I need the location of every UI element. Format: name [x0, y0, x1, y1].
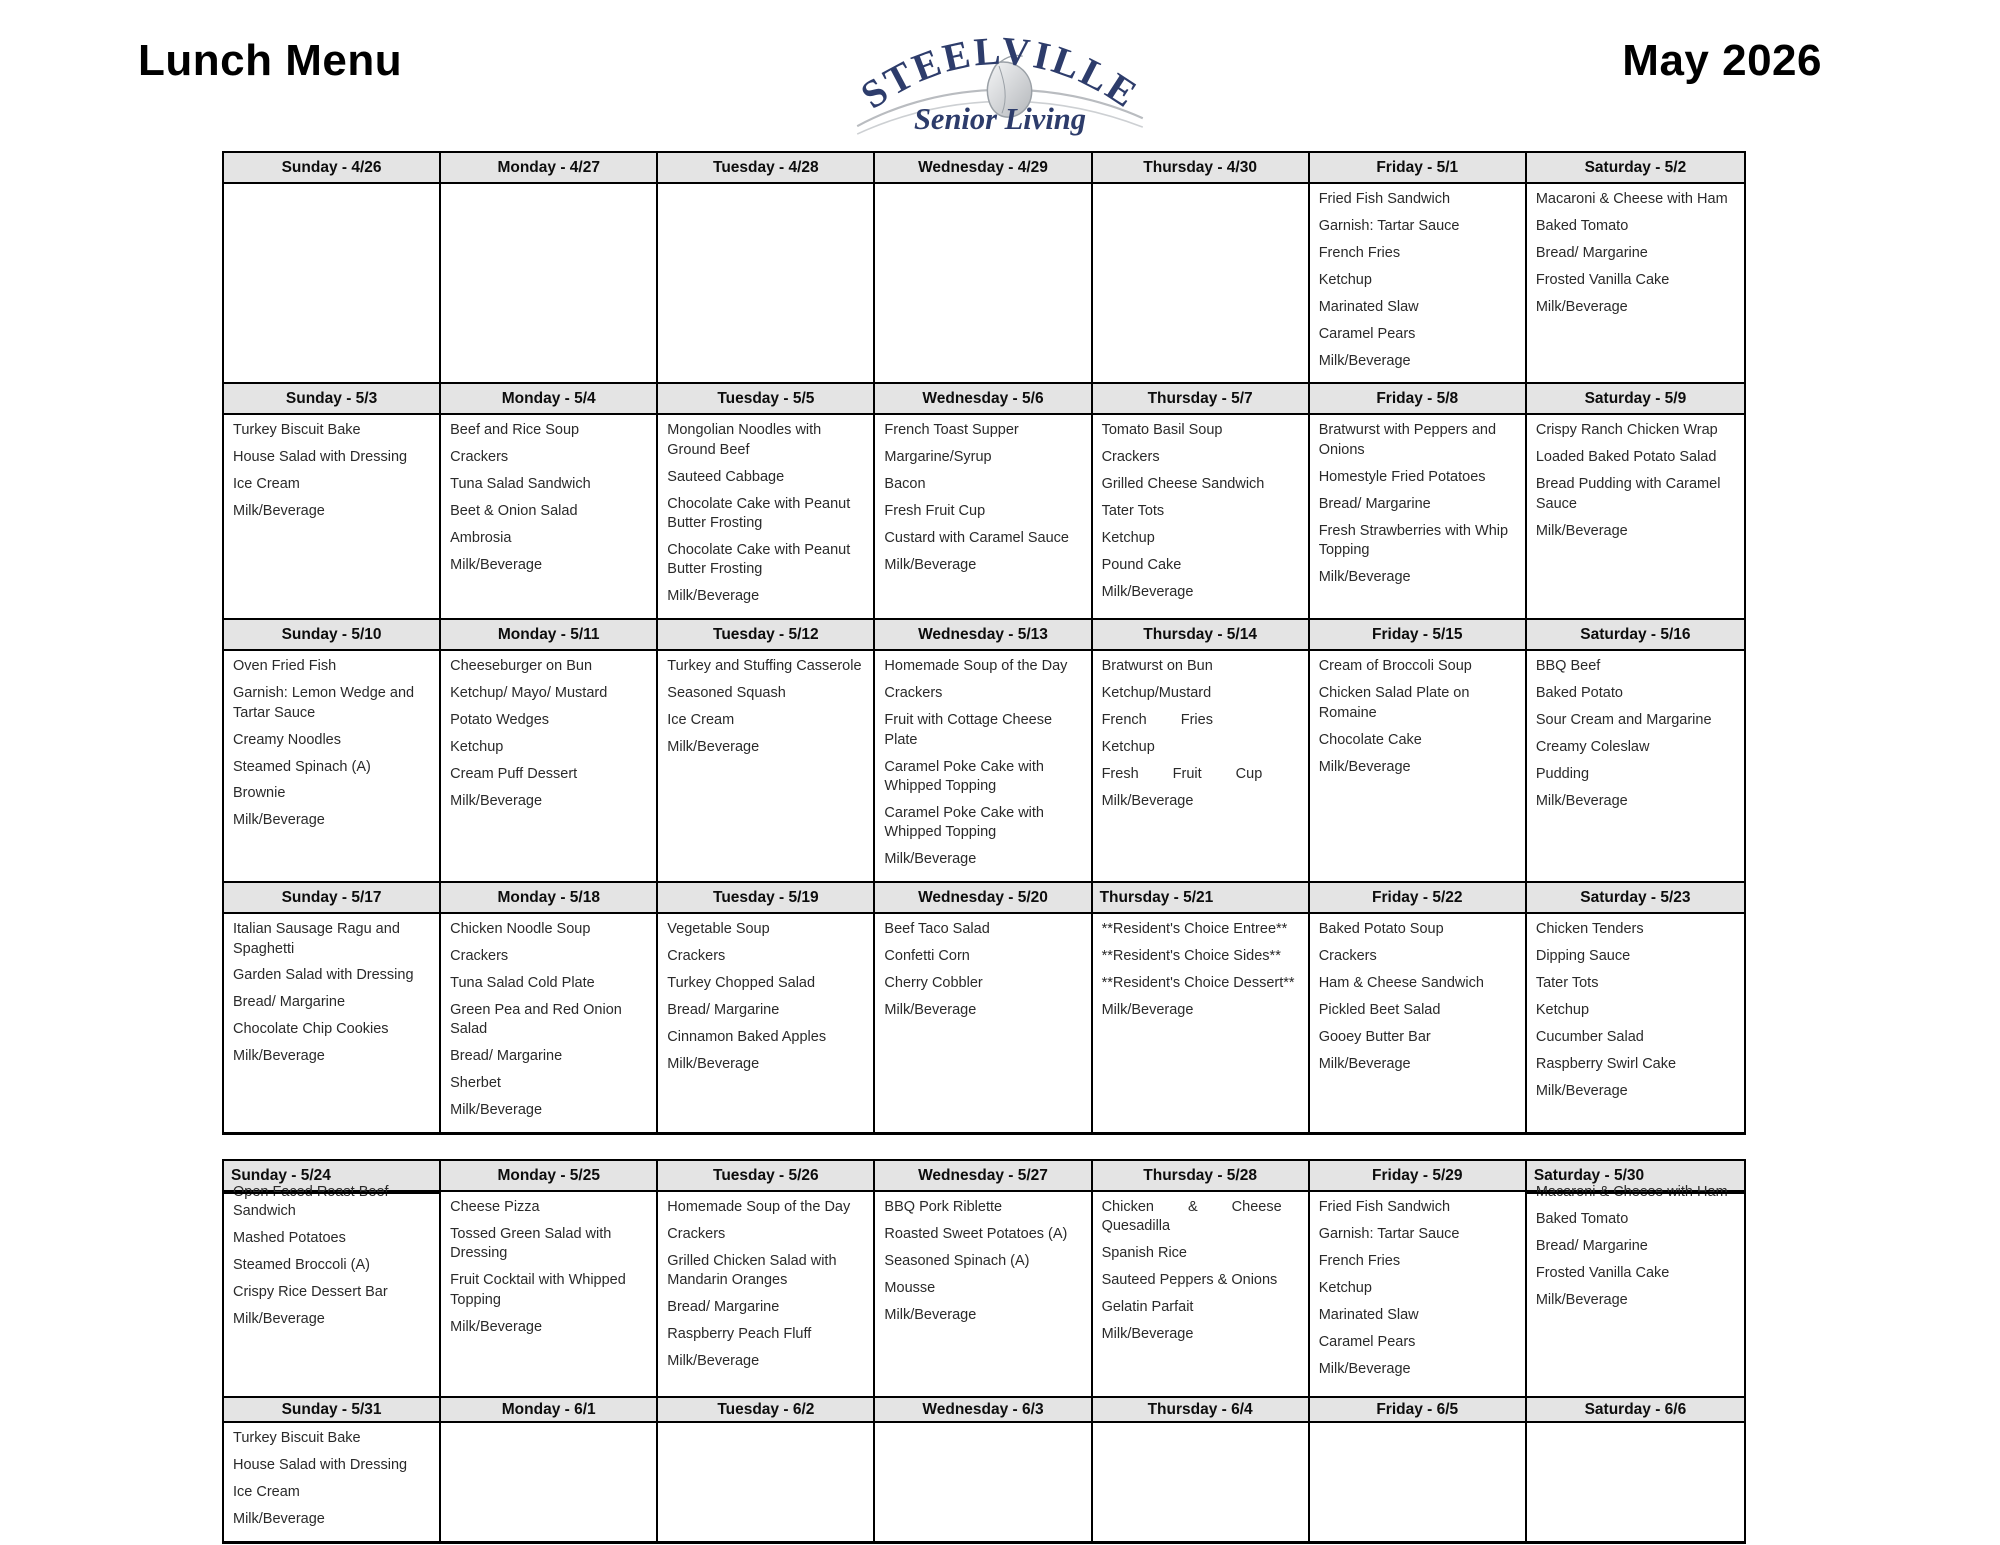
- menu-item: Milk/Beverage: [450, 1318, 543, 1335]
- day-header-label: Wednesday - 5/13: [918, 625, 1048, 643]
- day-cell: [1527, 651, 1744, 881]
- day-header-label: Friday - 5/15: [1372, 625, 1463, 643]
- menu-item: Open Faced Roast Beef Sandwich: [233, 1184, 389, 1220]
- menu-item: Caramel Poke Cake with Whipped Topping: [884, 758, 1044, 794]
- menu-item: Chicken Salad Plate on Romaine: [1318, 685, 1470, 721]
- day-header-label: Friday - 5/29: [1372, 1166, 1463, 1184]
- menu-item: Fresh Fruit Cup: [884, 503, 986, 520]
- menu-item: Garden Salad with Dressing: [233, 967, 414, 984]
- menu-item: Pudding: [1535, 766, 1590, 783]
- day-header-label: Thursday - 5/28: [1143, 1166, 1257, 1184]
- menu-item: Turkey Biscuit Bake: [233, 422, 361, 439]
- menu-item: Milk/Beverage: [233, 1311, 325, 1328]
- menu-item: Mongolian Noodles with Ground Beef: [667, 422, 822, 458]
- day-header: [658, 1159, 875, 1192]
- menu-item: Brownie: [233, 785, 286, 802]
- steelville-logo: [849, 6, 1151, 136]
- day-cell: [224, 651, 441, 881]
- day-cell: [1310, 651, 1527, 881]
- menu-item: Margarine/Syrup: [884, 449, 992, 466]
- menu-item: BBQ Beef: [1535, 658, 1601, 675]
- menu-item: Beef Taco Salad: [884, 921, 990, 938]
- day-header-label: Sunday - 5/31: [281, 1400, 382, 1418]
- menu-item: Cream Puff Dessert: [450, 766, 578, 783]
- day-header-label: Sunday - 5/24: [231, 1166, 331, 1184]
- menu-item: Chocolate Cake: [1318, 731, 1422, 748]
- menu-item: Chocolate Chip Cookies: [233, 1021, 389, 1038]
- day-header-label: Thursday - 4/30: [1143, 158, 1257, 176]
- menu-item: BBQ Pork Riblette: [884, 1199, 1003, 1215]
- menu-item: Milk/Beverage: [1318, 1360, 1411, 1377]
- menu-item: Crackers: [667, 1225, 726, 1242]
- day-header-label: Monday - 5/4: [501, 389, 596, 407]
- day-cell: [1093, 1192, 1310, 1396]
- menu-item: Baked Potato Soup: [1318, 921, 1444, 938]
- day-header-label: Thursday - 6/4: [1147, 1400, 1253, 1418]
- menu-item: Marinated Slaw: [1318, 298, 1419, 315]
- menu-item: Bread/ Margarine: [667, 1299, 780, 1316]
- day-header-label: Wednesday - 5/27: [918, 1166, 1048, 1184]
- menu-item: Milk/Beverage: [1101, 583, 1194, 600]
- day-header-label: Monday - 5/25: [497, 1166, 600, 1184]
- menu-item: Macaroni & Cheese with Ham: [1535, 1184, 1728, 1200]
- menu-item: Crackers: [450, 449, 509, 466]
- day-header-label: Sunday - 5/17: [281, 888, 382, 906]
- menu-item: Potato Wedges: [450, 712, 550, 729]
- menu-item: Ice Cream: [233, 1483, 300, 1500]
- menu-item: Steamed Broccoli (A): [233, 1257, 370, 1274]
- menu-item: Creamy Coleslaw: [1535, 739, 1650, 756]
- day-cell: [875, 914, 1092, 1132]
- menu-item: Garnish: Tartar Sauce: [1318, 1225, 1460, 1242]
- logo-name: STEELVILLE: [853, 28, 1147, 118]
- menu-item: Ambrosia: [450, 530, 512, 547]
- menu-item: Milk/Beverage: [233, 1510, 325, 1527]
- day-header-label: Friday - 5/1: [1376, 158, 1459, 176]
- day-header: [658, 1396, 875, 1423]
- menu-item: Pound Cake: [1101, 557, 1182, 574]
- day-header-label: Sunday - 4/26: [281, 158, 382, 176]
- menu-item: Macaroni & Cheese with Ham: [1535, 191, 1728, 207]
- menu-item: Bread/ Margarine: [1535, 244, 1648, 261]
- menu-item: Pickled Beet Salad: [1318, 1001, 1441, 1018]
- day-header: [658, 382, 875, 415]
- menu-item: Ham & Cheese Sandwich: [1318, 974, 1484, 991]
- menu-item: House Salad with Dressing: [233, 449, 408, 466]
- menu-item: Milk/Beverage: [1535, 522, 1628, 539]
- menu-item: Bread/ Margarine: [1318, 495, 1431, 512]
- menu-item: Seasoned Squash: [667, 685, 786, 702]
- menu-item: Milk/Beverage: [667, 739, 760, 756]
- day-cell: [1093, 651, 1310, 881]
- day-header-label: Saturday - 5/16: [1580, 625, 1691, 643]
- day-header: [441, 382, 658, 415]
- day-cell: [1527, 914, 1744, 1132]
- menu-item: Vegetable Soup: [667, 921, 770, 938]
- menu-item: Crispy Rice Dessert Bar: [233, 1284, 388, 1301]
- menu-item: Bratwurst on Bun: [1101, 658, 1213, 675]
- menu-item: Tomato Basil Soup: [1101, 422, 1223, 439]
- day-header: [224, 382, 441, 415]
- logo-tagline: Senior Living: [913, 102, 1087, 136]
- day-header-label: Saturday - 5/30: [1533, 1166, 1645, 1184]
- menu-item: Tuna Salad Cold Plate: [450, 974, 595, 991]
- day-header: [1093, 382, 1310, 415]
- day-cell: [441, 415, 658, 618]
- menu-item: Tater Tots: [1535, 974, 1599, 991]
- menu-item: Milk/Beverage: [1535, 1291, 1628, 1308]
- menu-item: Milk/Beverage: [884, 1306, 977, 1323]
- menu-item: French Fries: [1318, 244, 1401, 261]
- day-header-label: Sunday - 5/3: [285, 389, 378, 407]
- menu-item: Creamy Noodles: [233, 731, 341, 748]
- menu-item: Milk/Beverage: [667, 588, 760, 605]
- menu-item: Seasoned Spinach (A): [884, 1252, 1030, 1269]
- day-header-label: Monday - 5/11: [497, 625, 600, 643]
- day-header: [875, 1159, 1092, 1192]
- day-cell: [1093, 1423, 1310, 1541]
- day-header: [1310, 618, 1527, 651]
- day-header-label: Thursday - 5/21: [1099, 888, 1214, 906]
- menu-item: Caramel Poke Cake with Whipped Topping: [884, 804, 1044, 841]
- menu-item: Bread/ Margarine: [233, 994, 346, 1011]
- menu-item: Baked Tomato: [1535, 217, 1629, 234]
- menu-item: Milk/Beverage: [1101, 792, 1194, 809]
- day-cell: [441, 914, 658, 1132]
- menu-item: Frosted Vanilla Cake: [1535, 1264, 1670, 1281]
- day-cell: [658, 914, 875, 1132]
- menu-item: Cinnamon Baked Apples: [667, 1028, 827, 1045]
- day-header: [1093, 881, 1310, 914]
- day-cell: [224, 1423, 441, 1541]
- day-cell: [658, 1423, 875, 1541]
- day-header-label: Wednesday - 5/20: [918, 888, 1048, 906]
- day-header: [224, 881, 441, 914]
- day-cell: [1310, 914, 1527, 1132]
- day-header: [875, 1396, 1092, 1423]
- menu-item: Dipping Sauce: [1535, 948, 1631, 965]
- day-header: [224, 1396, 441, 1423]
- day-header: [1093, 1396, 1310, 1423]
- day-header-label: Monday - 5/18: [497, 888, 600, 906]
- day-header: [1527, 881, 1744, 914]
- day-cell: [1310, 415, 1527, 618]
- menu-item: Milk/Beverage: [450, 792, 543, 809]
- menu-calendar: [222, 151, 1746, 1544]
- day-header-label: Saturday - 6/6: [1584, 1400, 1687, 1418]
- menu-item: Cucumber Salad: [1535, 1028, 1644, 1045]
- menu-item: Caramel Pears: [1318, 1333, 1416, 1350]
- day-header-label: Monday - 6/1: [501, 1400, 596, 1418]
- day-header: [441, 1396, 658, 1423]
- day-cell: [441, 184, 658, 382]
- menu-item: Milk/Beverage: [884, 851, 977, 868]
- menu-item: French Fries: [1101, 712, 1213, 729]
- menu-item: Milk/Beverage: [233, 1048, 325, 1065]
- day-header-label: Saturday - 5/23: [1580, 888, 1691, 906]
- day-header: [1527, 1396, 1744, 1423]
- day-cell: [658, 184, 875, 382]
- page-title: Lunch Menu: [138, 36, 403, 85]
- day-cell: [1093, 914, 1310, 1132]
- menu-item: Gooey Butter Bar: [1318, 1028, 1431, 1045]
- day-cell: [224, 184, 441, 382]
- day-header-label: Sunday - 5/10: [281, 625, 382, 643]
- day-header: [658, 881, 875, 914]
- menu-item: Raspberry Peach Fluff: [667, 1326, 812, 1343]
- day-header-label: Thursday - 5/7: [1147, 389, 1253, 407]
- day-cell: [1527, 1423, 1744, 1541]
- menu-item: Garnish: Tartar Sauce: [1318, 217, 1460, 234]
- day-cell: [658, 651, 875, 881]
- menu-table-2: [222, 1159, 1746, 1544]
- day-header: [658, 151, 875, 184]
- menu-item: Milk/Beverage: [1535, 792, 1628, 809]
- menu-item: Milk/Beverage: [450, 1102, 543, 1119]
- day-header: [224, 618, 441, 651]
- day-header-label: Wednesday - 5/6: [922, 389, 1044, 407]
- menu-item: Ketchup/Mustard: [1101, 685, 1212, 702]
- day-cell: [875, 651, 1092, 881]
- menu-item: Green Pea and Red Onion Salad: [450, 1001, 622, 1038]
- menu-item: Crackers: [450, 948, 509, 965]
- menu-item: Roasted Sweet Potatoes (A): [884, 1225, 1068, 1242]
- day-header: [1310, 382, 1527, 415]
- menu-item: Ketchup: [1318, 271, 1372, 288]
- day-cell: [1527, 1184, 1744, 1396]
- menu-item: Milk/Beverage: [884, 1001, 977, 1018]
- menu-item: Bread/ Margarine: [450, 1048, 563, 1065]
- menu-table-1: [222, 151, 1746, 1135]
- day-header: [1527, 151, 1744, 184]
- menu-item: Crackers: [1101, 449, 1160, 466]
- menu-item: Sherbet: [450, 1075, 501, 1092]
- menu-item: Sauteed Cabbage: [667, 468, 785, 485]
- day-header: [1093, 1159, 1310, 1192]
- menu-item: Fried Fish Sandwich: [1318, 1199, 1451, 1215]
- menu-item: Milk/Beverage: [667, 1055, 760, 1072]
- menu-item: Fresh Strawberries with Whip Topping: [1318, 522, 1509, 559]
- menu-item: Ketchup: [1101, 739, 1155, 756]
- menu-item: Baked Potato: [1535, 685, 1623, 702]
- day-cell: [658, 415, 875, 618]
- menu-item: Caramel Pears: [1318, 325, 1416, 342]
- menu-item: Milk/Beverage: [1101, 1326, 1194, 1343]
- menu-item: Fruit Cocktail with Whipped Topping: [450, 1272, 626, 1308]
- day-header-label: Friday - 5/8: [1376, 389, 1459, 407]
- day-header: [441, 881, 658, 914]
- menu-item: Sauteed Peppers & Onions: [1101, 1272, 1278, 1289]
- menu-item: Ketchup: [1535, 1001, 1590, 1018]
- menu-item: Turkey Chopped Salad: [667, 974, 816, 991]
- menu-item: Chicken Noodle Soup: [450, 921, 591, 938]
- day-cell: [1310, 1192, 1527, 1396]
- day-header-label: Tuesday - 4/28: [713, 158, 819, 176]
- day-cell: [1310, 184, 1527, 382]
- menu-item: Loaded Baked Potato Salad: [1535, 449, 1717, 466]
- menu-item: Oven Fried Fish: [233, 658, 337, 675]
- menu-item: Sour Cream and Margarine: [1535, 712, 1712, 729]
- day-cell: [441, 1423, 658, 1541]
- day-header: [1093, 151, 1310, 184]
- menu-item: Homemade Soup of the Day: [667, 1199, 851, 1215]
- menu-item: French Fries: [1318, 1252, 1401, 1269]
- day-header: [875, 151, 1092, 184]
- menu-item: Cheeseburger on Bun: [450, 658, 593, 675]
- day-header-label: Monday - 4/27: [497, 158, 600, 176]
- menu-item: Turkey and Stuffing Casserole: [667, 658, 862, 675]
- menu-item: Grilled Cheese Sandwich: [1101, 476, 1265, 493]
- day-cell: [224, 914, 441, 1132]
- day-header-label: Friday - 5/22: [1372, 888, 1463, 906]
- menu-item: Mousse: [884, 1279, 936, 1296]
- day-cell: [441, 1192, 658, 1396]
- menu-item: Milk/Beverage: [884, 557, 977, 574]
- menu-item: Milk/Beverage: [1101, 1001, 1194, 1018]
- menu-item: Cream of Broccoli Soup: [1318, 658, 1472, 675]
- menu-item: Spanish Rice: [1101, 1245, 1187, 1262]
- menu-item: Milk/Beverage: [233, 503, 325, 520]
- day-header-label: Tuesday - 6/2: [717, 1400, 815, 1418]
- day-header: [1310, 151, 1527, 184]
- menu-item: Garnish: Lemon Wedge and Tartar Sauce: [233, 685, 415, 721]
- menu-item: Fried Fish Sandwich: [1318, 191, 1451, 207]
- menu-item: **Resident's Choice Sides**: [1101, 948, 1281, 965]
- menu-item: Crispy Ranch Chicken Wrap: [1535, 422, 1718, 439]
- day-header-label: Friday - 6/5: [1376, 1400, 1459, 1418]
- day-cell: [1527, 184, 1744, 382]
- menu-item: Beet & Onion Salad: [450, 503, 578, 520]
- menu-item: Crackers: [884, 685, 943, 702]
- menu-item: Milk/Beverage: [233, 812, 325, 829]
- day-cell: [1527, 415, 1744, 618]
- month-title: May 2026: [1622, 36, 1822, 85]
- day-header: [875, 618, 1092, 651]
- menu-item: Tuna Salad Sandwich: [450, 476, 591, 493]
- menu-item: Chocolate Cake with Peanut Butter Frosting: [667, 495, 851, 532]
- day-header-label: Wednesday - 4/29: [918, 158, 1048, 176]
- day-header: [1527, 618, 1744, 651]
- menu-item: Gelatin Parfait: [1101, 1299, 1194, 1316]
- menu-item: Italian Sausage Ragu and Spaghetti: [233, 921, 400, 957]
- day-header: [1310, 881, 1527, 914]
- menu-item: Bread/ Margarine: [667, 1001, 780, 1018]
- menu-item: Bacon: [884, 476, 926, 493]
- menu-item: Ketchup: [1318, 1279, 1372, 1296]
- menu-item: Milk/Beverage: [1318, 1055, 1411, 1072]
- menu-item: Milk/Beverage: [1535, 1082, 1628, 1099]
- day-header-label: Wednesday - 6/3: [922, 1400, 1044, 1418]
- menu-item: Milk/Beverage: [450, 557, 543, 574]
- menu-item: Ketchup/ Mayo/ Mustard: [450, 685, 608, 702]
- day-header: [1310, 1159, 1527, 1192]
- menu-item: Ice Cream: [667, 712, 735, 729]
- menu-item: Frosted Vanilla Cake: [1535, 271, 1670, 288]
- menu-item: Milk/Beverage: [667, 1353, 760, 1370]
- day-header: [1527, 382, 1744, 415]
- menu-item: Raspberry Swirl Cake: [1535, 1055, 1677, 1072]
- menu-item: Mashed Potatoes: [233, 1230, 346, 1247]
- menu-item: Chicken & Cheese Quesadilla: [1101, 1199, 1282, 1235]
- menu-item: Ice Cream: [233, 476, 300, 493]
- day-header: [658, 618, 875, 651]
- menu-item: Homemade Soup of the Day: [884, 658, 1068, 675]
- menu-item: Marinated Slaw: [1318, 1306, 1419, 1323]
- day-header-label: Tuesday - 5/19: [713, 888, 819, 906]
- day-header: [441, 618, 658, 651]
- menu-item: Milk/Beverage: [1535, 298, 1628, 315]
- day-header: [1093, 618, 1310, 651]
- day-cell: [1093, 184, 1310, 382]
- menu-item: Baked Tomato: [1535, 1210, 1629, 1227]
- menu-item: Crackers: [667, 948, 726, 965]
- menu-item: Turkey Biscuit Bake: [233, 1430, 361, 1446]
- menu-item: Fresh Fruit Cup: [1101, 766, 1263, 783]
- menu-item: **Resident's Choice Entree**: [1101, 921, 1288, 938]
- menu-item: Crackers: [1318, 948, 1377, 965]
- menu-item: Tossed Green Salad with Dressing: [450, 1225, 612, 1262]
- menu-item: Custard with Caramel Sauce: [884, 530, 1069, 547]
- menu-item: Milk/Beverage: [1318, 352, 1411, 369]
- day-header: [875, 881, 1092, 914]
- menu-item: Bratwurst with Peppers and Onions: [1318, 422, 1497, 458]
- menu-item: Milk/Beverage: [1318, 758, 1411, 775]
- day-header: [875, 382, 1092, 415]
- menu-item: Cherry Cobbler: [884, 974, 983, 991]
- day-cell: [875, 1192, 1092, 1396]
- day-header-label: Saturday - 5/2: [1584, 158, 1687, 176]
- day-cell: [875, 415, 1092, 618]
- day-header: [441, 151, 658, 184]
- day-header-label: Tuesday - 5/5: [717, 389, 815, 407]
- menu-item: Homestyle Fried Potatoes: [1318, 468, 1486, 485]
- day-cell: [224, 1184, 441, 1396]
- menu-item: Fruit with Cottage Cheese Plate: [884, 712, 1053, 748]
- menu-item: Milk/Beverage: [1318, 568, 1411, 585]
- menu-item: House Salad with Dressing: [233, 1456, 408, 1473]
- day-header: [1310, 1396, 1527, 1423]
- day-cell: [875, 184, 1092, 382]
- day-header-label: Tuesday - 5/26: [713, 1166, 819, 1184]
- menu-item: Grilled Chicken Salad with Mandarin Oranges: [667, 1252, 837, 1289]
- menu-item: **Resident's Choice Dessert**: [1101, 974, 1295, 991]
- menu-item: Chicken Tenders: [1535, 921, 1644, 938]
- day-cell: [658, 1192, 875, 1396]
- day-cell: [875, 1423, 1092, 1541]
- day-header: [224, 151, 441, 184]
- day-cell: [1310, 1423, 1527, 1541]
- day-cell: [441, 651, 658, 881]
- menu-item: Tater Tots: [1101, 503, 1165, 520]
- menu-item: Confetti Corn: [884, 948, 970, 965]
- menu-item: Beef and Rice Soup: [450, 422, 580, 439]
- menu-item: Cheese Pizza: [450, 1199, 540, 1215]
- day-header: [441, 1159, 658, 1192]
- menu-item: French Toast Supper: [884, 422, 1019, 439]
- menu-item: Bread Pudding with Caramel Sauce: [1535, 476, 1721, 512]
- day-cell: [224, 415, 441, 618]
- menu-item: Steamed Spinach (A): [233, 758, 371, 775]
- menu-item: Bread/ Margarine: [1535, 1237, 1648, 1254]
- day-header-label: Saturday - 5/9: [1584, 389, 1687, 407]
- menu-item: Ketchup: [450, 739, 504, 756]
- menu-item: Chocolate Cake with Peanut Butter Frosting: [667, 542, 851, 578]
- day-header-label: Thursday - 5/14: [1143, 625, 1257, 643]
- day-cell: [1093, 415, 1310, 618]
- day-header-label: Tuesday - 5/12: [713, 625, 819, 643]
- menu-item: Ketchup: [1101, 530, 1155, 547]
